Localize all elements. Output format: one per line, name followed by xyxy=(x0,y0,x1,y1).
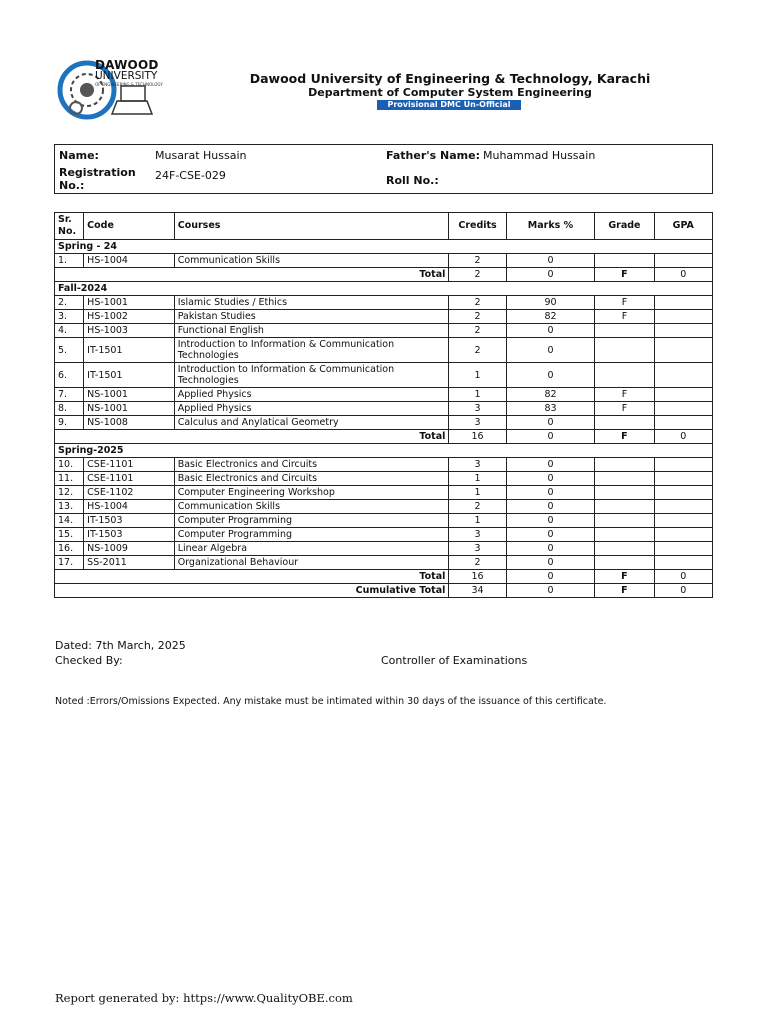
semester-name: Fall-2024 xyxy=(55,282,713,296)
total-grade: F xyxy=(595,570,654,584)
course-title: Linear Algebra xyxy=(174,542,449,556)
course-row xyxy=(55,556,713,570)
course-grade xyxy=(595,324,654,338)
course-title: Organizational Behaviour xyxy=(174,556,449,570)
course-grade xyxy=(595,486,654,500)
course-title: Computer Engineering Workshop xyxy=(174,486,449,500)
course-gpa xyxy=(654,500,712,514)
course-title: Basic Electronics and Circuits xyxy=(174,472,449,486)
course-gpa xyxy=(654,338,712,363)
course-title: Pakistan Studies xyxy=(174,310,449,324)
course-marks: 0 xyxy=(506,363,595,388)
total-label: Total xyxy=(55,570,449,584)
course-gpa xyxy=(654,458,712,472)
department-title: Department of Computer System Engineering xyxy=(308,86,592,99)
total-gpa: 0 xyxy=(654,570,712,584)
course-grade xyxy=(595,416,654,430)
serial-no: 6. xyxy=(55,363,84,388)
course-gpa xyxy=(654,472,712,486)
table-header-row xyxy=(55,213,713,240)
course-code: HS-1003 xyxy=(84,324,175,338)
report-generated-text: Report generated by: https://www.QualityOBE.com xyxy=(55,991,353,1005)
checked-by-text: Checked By: xyxy=(55,654,123,667)
course-code: IT-1503 xyxy=(84,514,175,528)
course-marks: 0 xyxy=(506,324,595,338)
course-code: CSE-1101 xyxy=(84,458,175,472)
course-code: CSE-1102 xyxy=(84,486,175,500)
course-marks: 0 xyxy=(506,338,595,363)
course-credits: 2 xyxy=(449,254,506,268)
course-title: Communication Skills xyxy=(174,254,449,268)
serial-no: 3. xyxy=(55,310,84,324)
course-grade xyxy=(595,514,654,528)
header-gpa: GPA xyxy=(654,213,712,240)
name-label: Name: xyxy=(59,149,99,162)
provisional-badge: Provisional DMC Un-Official xyxy=(377,100,521,110)
course-row xyxy=(55,254,713,268)
serial-no: 12. xyxy=(55,486,84,500)
total-label: Total xyxy=(55,430,449,444)
course-grade: F xyxy=(595,402,654,416)
course-code: CSE-1101 xyxy=(84,472,175,486)
serial-no: 14. xyxy=(55,514,84,528)
semester-total-row xyxy=(55,268,713,282)
course-row xyxy=(55,514,713,528)
course-credits: 2 xyxy=(449,500,506,514)
course-marks: 0 xyxy=(506,472,595,486)
course-title: Functional English xyxy=(174,324,449,338)
course-row xyxy=(55,472,713,486)
total-credits: 34 xyxy=(449,584,506,598)
semester-row xyxy=(55,444,713,458)
course-title: Islamic Studies / Ethics xyxy=(174,296,449,310)
student-info-box xyxy=(54,144,713,194)
serial-no: 15. xyxy=(55,528,84,542)
university-title: Dawood University of Engineering & Technology, Karachi xyxy=(249,71,651,86)
serial-no: 13. xyxy=(55,500,84,514)
header-marks: Marks % xyxy=(506,213,595,240)
cumulative-total-row xyxy=(55,584,713,598)
course-marks: 0 xyxy=(506,542,595,556)
student-name: Musarat Hussain xyxy=(155,149,247,162)
total-marks: 0 xyxy=(506,570,595,584)
course-grade xyxy=(595,500,654,514)
semester-row xyxy=(55,282,713,296)
course-row xyxy=(55,310,713,324)
course-gpa xyxy=(654,363,712,388)
course-marks: 0 xyxy=(506,500,595,514)
serial-no: 5. xyxy=(55,338,84,363)
header-credits: Credits xyxy=(449,213,506,240)
total-gpa: 0 xyxy=(654,268,712,282)
total-marks: 0 xyxy=(506,430,595,444)
course-gpa xyxy=(654,402,712,416)
course-row xyxy=(55,458,713,472)
course-title: Basic Electronics and Circuits xyxy=(174,458,449,472)
course-gpa xyxy=(654,528,712,542)
semester-total-row xyxy=(55,430,713,444)
semester-name: Spring-2025 xyxy=(55,444,713,458)
course-row xyxy=(55,486,713,500)
course-marks: 83 xyxy=(506,402,595,416)
course-marks: 82 xyxy=(506,310,595,324)
course-grade xyxy=(595,458,654,472)
course-grade xyxy=(595,338,654,363)
course-marks: 82 xyxy=(506,388,595,402)
course-title: Applied Physics xyxy=(174,388,449,402)
serial-no: 17. xyxy=(55,556,84,570)
course-marks: 0 xyxy=(506,528,595,542)
total-marks: 0 xyxy=(506,584,595,598)
serial-no: 11. xyxy=(55,472,84,486)
course-code: HS-1004 xyxy=(84,500,175,514)
course-gpa xyxy=(654,542,712,556)
total-credits: 2 xyxy=(449,268,506,282)
dated-text: Dated: 7th March, 2025 xyxy=(55,639,186,652)
header-courses: Courses xyxy=(174,213,449,240)
total-grade: F xyxy=(595,430,654,444)
course-credits: 1 xyxy=(449,363,506,388)
course-grade: F xyxy=(595,388,654,402)
course-credits: 1 xyxy=(449,388,506,402)
total-label: Cumulative Total xyxy=(55,584,449,598)
course-code: HS-1001 xyxy=(84,296,175,310)
course-code: HS-1002 xyxy=(84,310,175,324)
course-row xyxy=(55,296,713,310)
semester-row xyxy=(55,240,713,254)
course-marks: 0 xyxy=(506,514,595,528)
course-grade: F xyxy=(595,296,654,310)
course-credits: 1 xyxy=(449,514,506,528)
serial-no: 2. xyxy=(55,296,84,310)
course-credits: 1 xyxy=(449,472,506,486)
course-gpa xyxy=(654,416,712,430)
course-row xyxy=(55,338,713,363)
course-gpa xyxy=(654,388,712,402)
course-row xyxy=(55,528,713,542)
course-code: IT-1503 xyxy=(84,528,175,542)
course-row xyxy=(55,500,713,514)
course-title: Communication Skills xyxy=(174,500,449,514)
course-title: Applied Physics xyxy=(174,402,449,416)
course-code: NS-1001 xyxy=(84,402,175,416)
course-code: NS-1008 xyxy=(84,416,175,430)
course-row xyxy=(55,542,713,556)
course-grade xyxy=(595,254,654,268)
father-name: Muhammad Hussain xyxy=(483,149,596,162)
logo-name: DAWOOD xyxy=(95,58,159,72)
course-marks: 0 xyxy=(506,254,595,268)
serial-no: 16. xyxy=(55,542,84,556)
course-title: Introduction to Information & Communication Technologies xyxy=(174,338,449,363)
logo-tag: OF ENGINEERING & TECHNOLOGY xyxy=(95,82,163,87)
course-title: Calculus and Anylatical Geometry xyxy=(174,416,449,430)
serial-no: 4. xyxy=(55,324,84,338)
course-row xyxy=(55,324,713,338)
course-gpa xyxy=(654,310,712,324)
course-credits: 2 xyxy=(449,556,506,570)
course-gpa xyxy=(654,556,712,570)
course-code: IT-1501 xyxy=(84,338,175,363)
total-gpa: 0 xyxy=(654,584,712,598)
total-credits: 16 xyxy=(449,570,506,584)
course-marks: 0 xyxy=(506,416,595,430)
semester-name: Spring - 24 xyxy=(55,240,713,254)
registration-number: 24F-CSE-029 xyxy=(155,169,226,182)
course-credits: 2 xyxy=(449,324,506,338)
logo-text xyxy=(95,58,163,87)
controller-text: Controller of Examinations xyxy=(381,654,528,667)
course-grade xyxy=(595,556,654,570)
serial-no: 8. xyxy=(55,402,84,416)
semester-total-row xyxy=(55,570,713,584)
serial-no: 10. xyxy=(55,458,84,472)
course-code: HS-1004 xyxy=(84,254,175,268)
course-gpa xyxy=(654,486,712,500)
father-label: Father's Name: xyxy=(386,149,480,162)
course-title: Computer Programming xyxy=(174,514,449,528)
course-marks: 90 xyxy=(506,296,595,310)
disclaimer-note: Noted :Errors/Omissions Expected. Any mistake must be intimated within 30 days of the issuance of this certificate. xyxy=(55,696,607,707)
course-grade xyxy=(595,528,654,542)
course-code: SS-2011 xyxy=(84,556,175,570)
course-gpa xyxy=(654,324,712,338)
serial-no: 1. xyxy=(55,254,84,268)
course-credits: 3 xyxy=(449,528,506,542)
course-marks: 0 xyxy=(506,486,595,500)
header-code: Code xyxy=(84,213,175,240)
course-row xyxy=(55,363,713,388)
course-credits: 2 xyxy=(449,338,506,363)
total-label: Total xyxy=(55,268,449,282)
header-grade: Grade xyxy=(595,213,654,240)
course-credits: 3 xyxy=(449,402,506,416)
course-title: Computer Programming xyxy=(174,528,449,542)
course-code: NS-1001 xyxy=(84,388,175,402)
total-grade: F xyxy=(595,584,654,598)
course-credits: 2 xyxy=(449,296,506,310)
course-gpa xyxy=(654,254,712,268)
course-marks: 0 xyxy=(506,458,595,472)
course-row xyxy=(55,416,713,430)
course-grade xyxy=(595,363,654,388)
course-credits: 3 xyxy=(449,416,506,430)
course-grade xyxy=(595,472,654,486)
course-code: NS-1009 xyxy=(84,542,175,556)
course-code: IT-1501 xyxy=(84,363,175,388)
course-credits: 3 xyxy=(449,542,506,556)
course-credits: 2 xyxy=(449,310,506,324)
course-grade: F xyxy=(595,310,654,324)
header-sr: Sr. No. xyxy=(55,213,84,240)
course-row xyxy=(55,402,713,416)
course-title: Introduction to Information & Communication Technologies xyxy=(174,363,449,388)
total-marks: 0 xyxy=(506,268,595,282)
serial-no: 7. xyxy=(55,388,84,402)
course-row xyxy=(55,388,713,402)
serial-no: 9. xyxy=(55,416,84,430)
course-credits: 1 xyxy=(449,486,506,500)
course-marks: 0 xyxy=(506,556,595,570)
roll-label: Roll No.: xyxy=(386,174,439,187)
course-gpa xyxy=(654,296,712,310)
course-credits: 3 xyxy=(449,458,506,472)
total-credits: 16 xyxy=(449,430,506,444)
course-gpa xyxy=(654,514,712,528)
marks-table xyxy=(54,212,713,598)
total-grade: F xyxy=(595,268,654,282)
logo-sub: UNIVERSITY xyxy=(95,70,158,82)
total-gpa: 0 xyxy=(654,430,712,444)
registration-label: Registration No.: xyxy=(59,166,136,192)
course-grade xyxy=(595,542,654,556)
